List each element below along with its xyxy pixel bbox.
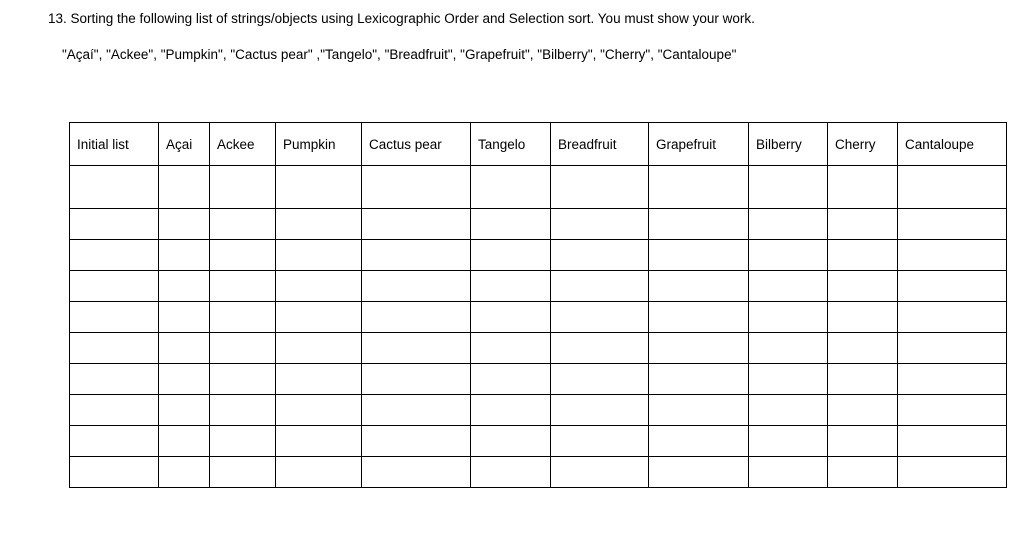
empty-work-cell	[362, 166, 471, 209]
empty-work-cell	[649, 333, 749, 364]
table-header-row	[70, 123, 1007, 166]
empty-work-cell	[471, 426, 551, 457]
empty-work-cell	[828, 457, 898, 488]
header-cell-pumpkin: Pumpkin	[276, 123, 362, 166]
empty-work-cell	[749, 240, 828, 271]
empty-work-cell	[471, 271, 551, 302]
empty-work-cell	[276, 240, 362, 271]
empty-work-cell	[471, 209, 551, 240]
empty-work-cell	[362, 333, 471, 364]
empty-work-cell	[749, 395, 828, 426]
empty-work-cell	[551, 240, 649, 271]
empty-work-cell	[276, 364, 362, 395]
empty-work-cell	[159, 457, 210, 488]
empty-work-cell	[551, 426, 649, 457]
empty-work-cell	[551, 395, 649, 426]
empty-work-cell	[749, 426, 828, 457]
empty-work-cell	[276, 457, 362, 488]
empty-work-cell	[210, 271, 276, 302]
header-cell-cactus-pear: Cactus pear	[362, 123, 471, 166]
empty-work-cell	[828, 166, 898, 209]
empty-work-cell	[159, 333, 210, 364]
empty-work-cell	[749, 333, 828, 364]
empty-work-cell	[649, 271, 749, 302]
header-cell-initial-list: Initial list	[70, 123, 159, 166]
empty-work-cell	[828, 240, 898, 271]
empty-work-cell	[649, 457, 749, 488]
empty-work-cell	[471, 364, 551, 395]
empty-work-cell	[898, 240, 1007, 271]
empty-work-cell	[70, 426, 159, 457]
empty-work-cell	[210, 302, 276, 333]
empty-work-cell	[276, 166, 362, 209]
empty-work-cell	[649, 395, 749, 426]
header-cell-bilberry: Bilberry	[749, 123, 828, 166]
empty-work-cell	[749, 271, 828, 302]
empty-work-cell	[70, 240, 159, 271]
empty-work-cell	[70, 302, 159, 333]
empty-work-cell	[471, 333, 551, 364]
empty-work-cell	[362, 457, 471, 488]
empty-work-cell	[828, 426, 898, 457]
header-cell-cantaloupe: Cantaloupe	[898, 123, 1007, 166]
table-row	[70, 302, 1007, 333]
empty-work-cell	[471, 395, 551, 426]
empty-work-cell	[210, 209, 276, 240]
empty-work-cell	[828, 209, 898, 240]
table-row	[70, 395, 1007, 426]
empty-work-cell	[471, 166, 551, 209]
empty-work-cell	[898, 302, 1007, 333]
empty-work-cell	[70, 364, 159, 395]
empty-work-cell	[898, 426, 1007, 457]
empty-work-cell	[828, 395, 898, 426]
empty-work-cell	[828, 271, 898, 302]
header-cell-acai: Açai	[159, 123, 210, 166]
empty-work-cell	[749, 364, 828, 395]
empty-work-cell	[210, 395, 276, 426]
empty-work-cell	[362, 426, 471, 457]
header-cell-breadfruit: Breadfruit	[551, 123, 649, 166]
table-row	[70, 364, 1007, 395]
table-row	[70, 271, 1007, 302]
empty-work-cell	[362, 209, 471, 240]
empty-work-cell	[551, 271, 649, 302]
empty-work-cell	[649, 426, 749, 457]
table-row	[70, 166, 1007, 209]
empty-work-cell	[210, 333, 276, 364]
empty-work-cell	[471, 240, 551, 271]
empty-work-cell	[159, 302, 210, 333]
empty-work-cell	[159, 209, 210, 240]
empty-work-cell	[551, 209, 649, 240]
empty-work-cell	[362, 364, 471, 395]
empty-work-cell	[471, 302, 551, 333]
empty-work-cell	[898, 271, 1007, 302]
empty-work-cell	[749, 166, 828, 209]
empty-work-cell	[898, 457, 1007, 488]
empty-work-cell	[828, 302, 898, 333]
empty-work-cell	[276, 302, 362, 333]
empty-work-cell	[70, 333, 159, 364]
empty-work-cell	[749, 457, 828, 488]
empty-work-cell	[649, 209, 749, 240]
empty-work-cell	[749, 302, 828, 333]
header-cell-grapefruit: Grapefruit	[649, 123, 749, 166]
empty-work-cell	[70, 395, 159, 426]
empty-work-cell	[276, 426, 362, 457]
empty-work-cell	[828, 333, 898, 364]
header-cell-tangelo: Tangelo	[471, 123, 551, 166]
empty-work-cell	[649, 302, 749, 333]
empty-work-cell	[210, 426, 276, 457]
empty-work-cell	[70, 271, 159, 302]
empty-work-cell	[898, 333, 1007, 364]
empty-work-cell	[159, 395, 210, 426]
empty-work-cell	[276, 333, 362, 364]
empty-work-cell	[551, 364, 649, 395]
empty-work-cell	[159, 364, 210, 395]
empty-work-cell	[159, 166, 210, 209]
empty-work-cell	[210, 240, 276, 271]
table-row	[70, 240, 1007, 271]
header-cell-cherry: Cherry	[828, 123, 898, 166]
empty-work-cell	[649, 166, 749, 209]
empty-work-cell	[898, 364, 1007, 395]
empty-work-cell	[898, 209, 1007, 240]
table-row	[70, 209, 1007, 240]
empty-work-cell	[551, 333, 649, 364]
empty-work-cell	[362, 302, 471, 333]
empty-work-cell	[362, 271, 471, 302]
empty-work-cell	[898, 395, 1007, 426]
string-list: "Açaí", "Ackee", "Pumpkin", "Cactus pear" ,"Tangelo", "Breadfruit", "Grapefruit", "Bilberry", "Cherry", "Cantaloupe"	[62, 47, 737, 62]
empty-work-cell	[70, 166, 159, 209]
header-cell-ackee: Ackee	[210, 123, 276, 166]
empty-work-cell	[471, 457, 551, 488]
empty-work-cell	[70, 457, 159, 488]
empty-work-cell	[276, 395, 362, 426]
empty-work-cell	[70, 209, 159, 240]
table-row	[70, 426, 1007, 457]
question-text: 13. Sorting the following list of strings/objects using Lexicographic Order and Selection sort. You must show your work.	[48, 11, 755, 26]
empty-work-cell	[210, 166, 276, 209]
table-row	[70, 457, 1007, 488]
empty-work-cell	[898, 166, 1007, 209]
table-row	[70, 333, 1007, 364]
empty-work-cell	[649, 240, 749, 271]
empty-work-cell	[210, 457, 276, 488]
empty-work-cell	[551, 302, 649, 333]
empty-work-cell	[159, 271, 210, 302]
empty-work-cell	[362, 240, 471, 271]
empty-work-cell	[828, 364, 898, 395]
empty-work-cell	[159, 240, 210, 271]
empty-work-cell	[551, 457, 649, 488]
selection-sort-work-table	[69, 122, 1007, 488]
empty-work-cell	[276, 209, 362, 240]
empty-work-cell	[551, 166, 649, 209]
empty-work-cell	[649, 364, 749, 395]
empty-work-cell	[749, 209, 828, 240]
empty-work-cell	[210, 364, 276, 395]
empty-work-cell	[276, 271, 362, 302]
empty-work-cell	[159, 426, 210, 457]
empty-work-cell	[362, 395, 471, 426]
